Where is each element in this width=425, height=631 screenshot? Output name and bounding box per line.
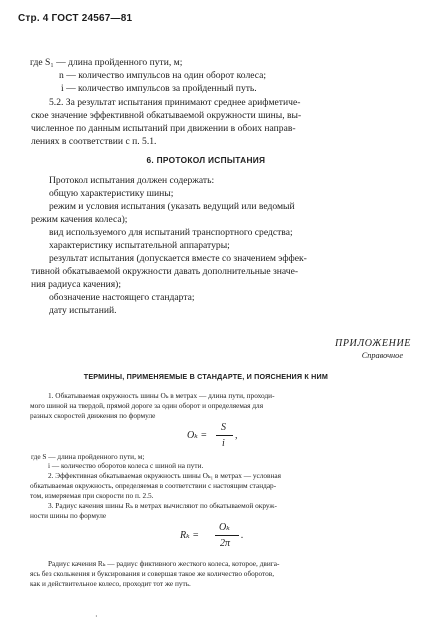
definition-line: n — количество импульсов на один оборот колеса; (59, 70, 267, 81)
protocol-line: обозначение настоящего стандарта; (49, 292, 195, 303)
page-header: Стр. 4 ГОСТ 24567—81 (18, 13, 133, 24)
clause-text: лениях в соответствии с п. 5.1. (31, 136, 157, 147)
formula-denominator: 2π (220, 538, 231, 549)
protocol-line: режим и условия испытания (указать ведущий или ведомый (49, 201, 295, 212)
fraction-bar (216, 435, 233, 436)
where-line: i — количество оборотов колеса с шиной на пути. (48, 461, 204, 470)
appendix-heading: ТЕРМИНЫ, ПРИМЕНЯЕМЫЕ В СТАНДАРТЕ, И ПОЯСНЕНИЯ К НИМ (83, 372, 329, 381)
appendix-subtitle: Справочное (361, 351, 403, 360)
protocol-line: результат испытания (допускается вместе со значением эффек- (49, 253, 307, 264)
appendix-title: ПРИЛОЖЕНИЕ (335, 338, 411, 349)
closing-line: ясь без скольжения и буксирования и совершая такое же количество оборотов, (30, 569, 275, 578)
formula-lhs: Oₖ = (187, 430, 208, 441)
term-line: ности шины по формуле (30, 511, 107, 520)
section-heading: 6. ПРОТОКОЛ ИСПЫТАНИЯ (146, 155, 266, 165)
definition-line: i — количество импульсов за пройденный путь. (61, 83, 257, 94)
protocol-line: Протокол испытания должен содержать: (49, 175, 215, 186)
formula-denominator: i (222, 438, 225, 449)
where-line: где S — длина пройденного пути, м; (31, 452, 145, 461)
formula-lhs: Rₖ = (180, 530, 200, 541)
term-line: том, измеряемая при скорости по п. 2.5. (30, 491, 154, 500)
clause-text: ское значение эффективной обкатываемой окружности шины, вы- (31, 110, 302, 121)
closing-line: Радиус качения Rₖ — радиус фиктивного жесткого колеса, которое, двига- (48, 559, 280, 568)
protocol-line: общую характеристику шины; (49, 188, 174, 199)
closing-line: как и действительное колесо, проходит тот же путь. (30, 579, 191, 588)
protocol-line: вид используемого для испытаний транспортного средства; (49, 227, 293, 238)
term-line: 1. Обкатываемая окружность шины Oₖ в метрах — длина пути, проходи- (48, 391, 275, 400)
term-line: разных скоростей движения по формуле (30, 411, 156, 420)
term-line: 3. Радиус качения шины Rₖ в метрах вычисляют по обкатываемой окруж- (48, 501, 277, 510)
term-line: мого шиной на твердой, прямой дороге за один оборот и определяемая для (30, 401, 264, 410)
fraction-bar (215, 535, 239, 536)
term-line: 2. Эффективная обкатываемая окружность шины Oₖ₁ в метрах — условная (48, 471, 281, 480)
clause-text: численное по данным испытаний при движении в обоих направ- (31, 123, 296, 134)
term-line: обкатываемая окружность, определяемая в соответствии с настоящим стандар- (30, 481, 277, 490)
formula-numerator: Oₖ (219, 522, 230, 533)
clause-text: 5.2. За результат испытания принимают среднее арифметиче- (49, 97, 301, 108)
formula-punctuation: . (241, 530, 244, 541)
formula-punctuation: , (235, 430, 238, 441)
protocol-line: тивной обкатываемой окружности давать дополнительные значе- (31, 266, 299, 277)
formula-numerator: S (221, 422, 226, 433)
protocol-line: характеристику испытательной аппаратуры; (49, 240, 230, 251)
protocol-line: ния радиуса качения); (31, 279, 121, 290)
definition-line: где S₁ — длина пройденного пути, м; (30, 57, 183, 68)
scan-speck: · (95, 612, 98, 621)
protocol-line: дату испытаний. (49, 305, 117, 316)
protocol-line: режим качения колеса); (31, 214, 128, 225)
